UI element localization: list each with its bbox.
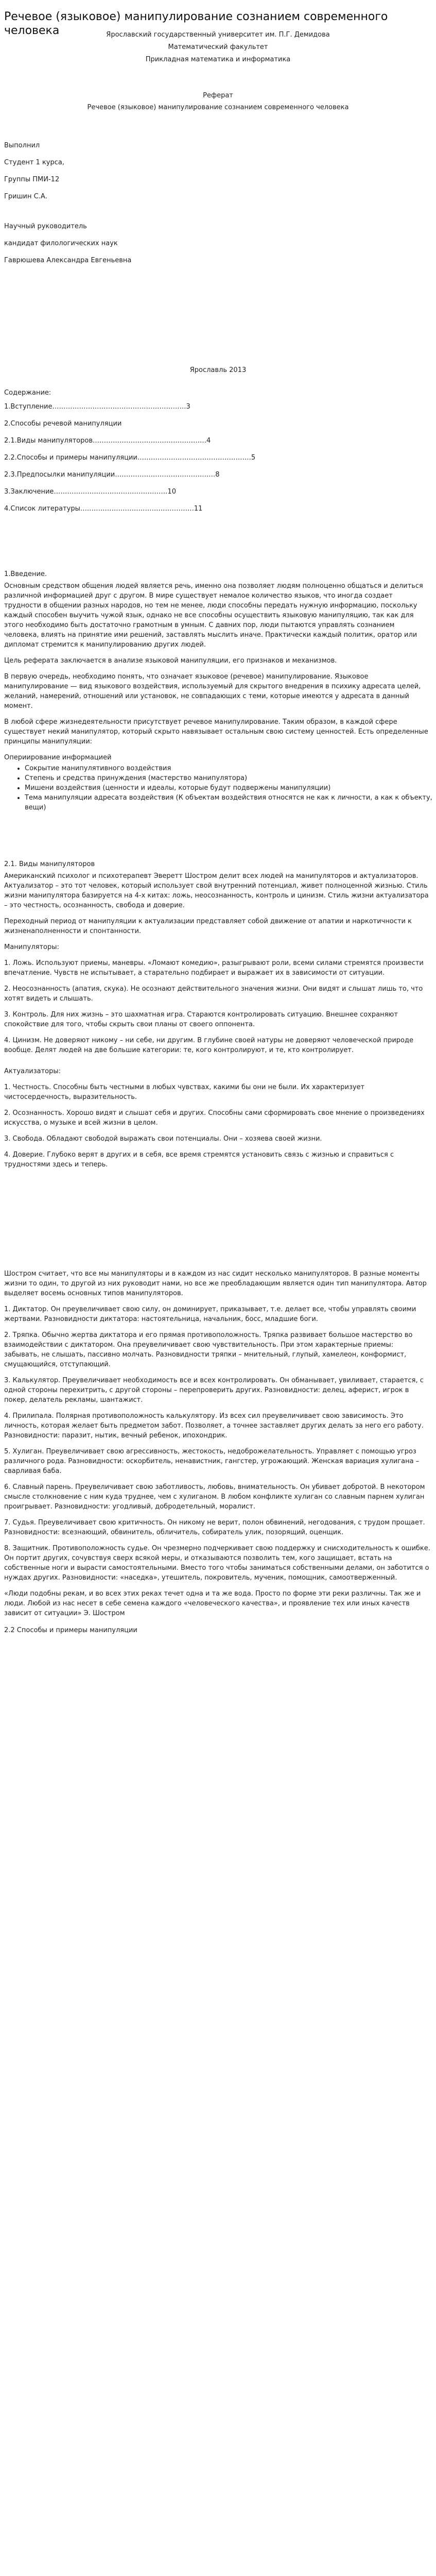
supervisor-name: Гаврюшева Александра Евгеньевна <box>4 257 132 264</box>
toc-item: 2.Способы речевой манипуляции <box>4 420 122 428</box>
section-paragraph: Переходный период от манипуляции к актуализации представляет собой движение от апатии и наркотичности к жизненаполненности и спонтанности. <box>4 918 412 935</box>
toc-item: 4.Список литературы……………………………………………11 <box>4 505 203 513</box>
supervisor-info <box>0 222 436 265</box>
intro-paragraph: В любой сфере жизнедеятельности присутствует речевое манипулирование. Таким образом, в каждой сфере существует некий манипулятор, который скрыто навязывает остальным свою систему ценностей. Есть определенные принципы манипуляции: <box>4 718 428 745</box>
document-topic: Речевое (языковое) манипулирование сознанием современного человека <box>87 104 349 111</box>
toc-item: 2.2.Способы и примеры манипуляции……………………………………………5 <box>4 454 256 462</box>
manipulator-type: 1. Диктатор. Он преувеличивает свою силу, он доминирует, приказывает, т.е. делает все, чтобы управлять своими жертвами. Разновидности диктатора: настоятельница, начальник, босс, младшие боги. <box>4 1306 416 1323</box>
section-manipulator-types <box>0 859 436 1176</box>
manipulator-type: 6. Славный парень. Преувеличивает свою заботливость, любовь, внимательность. Он убивает добротой. В некотором смысле столкновение с ним куда труднее, чем с хулиганом. В любом конфликте хулиган со славным парнем хулиган проигрывает. Разновидности: угодливый, добродетельный, моралист. <box>4 1483 425 1511</box>
intro-paragraph: Основным средством общения людей является речь, именно она позволяет людям полноценно общаться и делиться различной информацией друг с другом. В мире существует немалое количество языков, что иногда создает трудности в общении разных народов, но тем не менее, люди способны передать нужную информацию, поскольку каждый способен выучить чужой язык, однако не все способны осуществить языковую манипуляцию, так как для этого необходимо быть достаточно грамотным в умным. С давних пор, люди пытаются управлять сознанием человека, влиять на принятие ими решений, заставлять мыслить иначе. Практически каждый политик, оратор или дипломат стремится к манипулированию других людей. <box>4 582 423 649</box>
manipulator-type: 2. Тряпка. Обычно жертва диктатора и его прямая противоположность. Тряпка развивает большое мастерство во взаимодействии с диктатором. Она преувеличивает свою чувствительность. При этом характерные приемы: забывать, не слышать, пассивно молчать. Разновидности тряпки – мнительный, глупый, хамелеон, конформист, смущающийся, отступающий. <box>4 1331 413 1368</box>
student-name: Гришин С.А. <box>4 193 47 200</box>
toc-item: 2.3.Предпосылки манипуляции………………………………………8 <box>4 471 220 479</box>
intro-paragraph: Цель реферата заключается в анализе языковой манипуляции, его признаков и механизмов. <box>4 657 337 665</box>
faculty-name: Математический факультет <box>168 43 268 51</box>
university-name: Ярославский государственный университет им. П.Г. Демидова <box>106 31 330 39</box>
principles-list <box>6 764 436 812</box>
manipulator-type: 8. Защитник. Противоположность судье. Он чрезмерно подчеркивает свою поддержку и снисходительность к ошибке. Он портит других, сочувствуя сверх всякой меры, и отказываются позволить тем, кого защищает, встать на собственные ноги и вырасти самостоятельными. Вместо того чтобы заниматься собственными делами, он заботится о нуждах других. Разновидности: «наседка», утешитель, покровитель, мученик, помощник, самоотверженный. <box>4 1545 430 1582</box>
list-item: • Мишени воздействия (ценности и идеалы, которые будут подвержены манипуляции) <box>25 783 436 793</box>
manipulator-type: 3. Калькулятор. Преувеличивает необходимость все и всех контролировать. Он обманывает, увиливает, старается, с одной стороны перехитрить, с другой стороны – перепроверить других. Разновидности: делец, аферист, игрок в покер, делатель рекламы, шантажист. <box>4 1377 424 1404</box>
supervisor-title: Научный руководитель <box>4 223 87 230</box>
toc-heading: Содержание: <box>4 389 51 397</box>
section-paragraph: Манипуляторы: <box>4 943 59 951</box>
supervisor-degree: кандидат филологических наук <box>4 240 118 247</box>
section-paragraph: Актуализаторы: <box>4 1067 61 1075</box>
section-paragraph: Американский психолог и психотерапевт Эверетт Шостром делит всех людей на манипуляторов и актуализаторов. Актуализатор – это тот человек, который использует свой внутренний потенциал, живет полноценной жизнью. Стиль жизни манипулятора базируется на 4-х китах: ложь, неосознанность, контроль и цинизм. Стиль жизни актуализатора – это честность, осознанность, свобода и доверие. <box>4 872 429 909</box>
department-name: Прикладная математика и информатика <box>145 56 291 63</box>
manipulator-trait: 4. Цинизм. Не доверяют никому – ни себе, ни другим. В глубине своей натуры не доверяют человеческой природе вообще. Делят людей на две большие категории: те, кого контролируют, и те, кто контролирует. <box>4 1037 413 1054</box>
list-item: • Тема манипуляции адресата воздействия (К объектам воздействия относятся не как к личности, а как к объекту, вещи) <box>25 793 436 812</box>
shostrom-quote: «Люди подобны рекам, и во всех этих реках течет одна и та же вода. Просто по форме эти реки различны. Так же и люди. Любой из нас несет в себе семена каждого «человеческого качества», и проявление тех или иных качеств зависит от ситуации» Э. Шостром <box>4 1590 421 1617</box>
student-course: Студент 1 курса, <box>4 159 64 166</box>
introduction-section <box>0 569 436 812</box>
toc-item: 2.1.Виды манипуляторов……………………………………………4 <box>4 437 211 445</box>
manipulator-trait: 2. Неосознанность (апатия, скука). Не осознают действительного значения жизни. Они видят и слышат лишь то, что хотят видеть и слышать. <box>4 985 423 1003</box>
city-year: Ярославль 2013 <box>189 366 247 374</box>
manipulator-type: 4. Прилипала. Полярная противоположность калькулятору. Из всех сил преувеличивает свою зависимость. Это личность, которая желает быть предметом забот. Позволяет, а точнее заставляет других делать за него его работу. Разновидности: паразит, нытик, вечный ребенок, ипохондрик. <box>4 1412 424 1439</box>
section-heading: 2.1. Виды манипуляторов <box>4 860 95 868</box>
toc-item: 3.Заключение……………………………………………10 <box>4 488 176 496</box>
section-paragraph: Шостром считает, что все мы манипуляторы и в каждом из нас сидит несколько манипуляторов. В разные моменты жизни то один, то другой из них руководит нами, но все же преобладающим является один тип манипулятора. Автор выделяет восемь основных типов манипуляторов. <box>4 1270 427 1297</box>
list-item: • Сокрытие манипулятивного воздействия <box>25 764 436 773</box>
table-of-contents <box>0 388 436 514</box>
manipulator-trait: 3. Контроль. Для них жизнь – это шахматная игра. Стараются контролировать ситуацию. Внешнее сохраняют спокойствие для того, чтобы скрыть свои планы от своего оппонента. <box>4 1011 398 1028</box>
page-title: Речевое (языковое) манипулирование сознанием современного человека <box>4 10 388 37</box>
student-group: Группы ПМИ-12 <box>4 176 60 183</box>
performed-by <box>0 141 436 201</box>
manipulator-trait: 1. Ложь. Используют приемы, маневры. «Ломают комедию», разыгрывают роли, всеми силами стремятся произвести впечатление. Чувств не испытывает, а старательно подбирает и выражает их в зависимости от ситуации. <box>4 959 424 977</box>
list-item: • Степень и средства принуждения (мастерство манипулятора) <box>25 773 436 783</box>
manipulator-type: 7. Судья. Преувеличивает свою критичность. Он никому не верит, полон обвинений, негодования, с трудом прощает. Разновидности: всезнающий, обвинитель, обличитель, собиратель улик, позорящий, оценщик. <box>4 1519 425 1536</box>
actualizer-trait: 1. Честность. Способны быть честными в любых чувствах, какими бы они не были. Их характеризует чистосердечность, выразительность. <box>4 1083 365 1101</box>
intro-paragraph: В первую очередь, необходимо понять, что означает языковое (речевое) манипулирование. Языковое манипулирование — вид языкового воздействия, используемый для скрытого внедрения в психику адресата целей, желаний, намерений, отношений или установок, не совпадающих с теми, которые имеются у адресата в данный момент. <box>4 673 421 710</box>
manipulator-type: 5. Хулиган. Преувеличивает свою агрессивность, жестокость, недоброжелательность. Управляет с помощью угроз различного рода. Разновидности: оскорбитель, ненавистник, гангстер, угрожающий. Женская вариация хулигана – сварливая баба. <box>4 1448 420 1475</box>
intro-heading: 1.Введение. <box>4 570 47 578</box>
performed-label: Выполнил <box>4 142 40 149</box>
actualizer-trait: 2. Осознанность. Хорошо видят и слышат себя и других. Способны сами сформировать свое мнение о произведениях искусства, о музыке и всей жизни в целом. <box>4 1109 425 1127</box>
toc-item: 1.Вступление……………………………………………………3 <box>4 403 190 411</box>
document-type: Реферат <box>203 92 233 99</box>
section-eight-types <box>0 1269 436 1641</box>
actualizer-trait: 3. Свобода. Обладают свободой выражать свои потенциалы. Они – хозяева своей жизни. <box>4 1135 322 1143</box>
intro-paragraph: Опериирование информацией <box>4 754 112 761</box>
section-heading: 2.2 Способы и примеры манипуляции <box>4 1626 137 1634</box>
actualizer-trait: 4. Доверие. Глубоко верят в других и в себя, все время стремятся установить связь с жизнью и справиться с трудностями здесь и теперь. <box>4 1151 394 1168</box>
